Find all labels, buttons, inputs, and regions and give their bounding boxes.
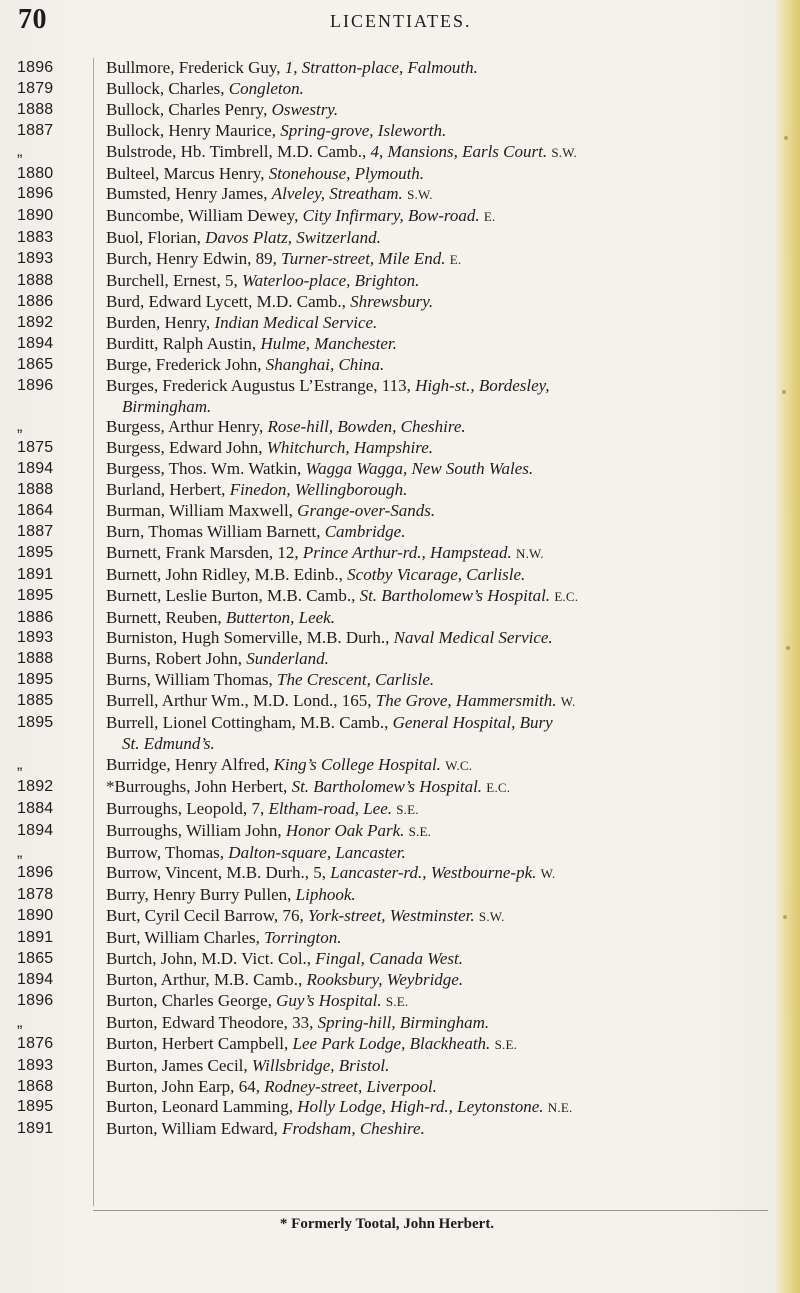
entry-district: N.E.: [547, 1100, 573, 1116]
entry-place: Eltham-road, Lee.: [268, 798, 392, 818]
entry-name: Burton, Leonard Lamming,: [106, 1097, 298, 1117]
page-edge: [774, 0, 800, 1293]
entry-text: [106, 928, 341, 947]
entry-place: Holly Lodge, High-rd., Leytonstone.: [297, 1097, 544, 1117]
entry-place: 1, Stratton-place, Falmouth.: [284, 58, 478, 77]
entry-year: 1891: [17, 1120, 54, 1138]
list-item: [0, 991, 774, 1013]
entry-text: [106, 713, 553, 732]
entry-name: Burgess, Thos. Wm. Watkin,: [106, 459, 306, 479]
entry-name: Burniston, Hugh Somerville,: [106, 628, 307, 648]
entry-degree: 7,: [251, 798, 269, 818]
entry-place: General Hospital, Bury: [392, 713, 553, 733]
entry-text: [106, 949, 463, 968]
entry-text: [106, 271, 419, 290]
entry-text: [106, 100, 338, 119]
entry-text: [106, 480, 407, 499]
entry-text: [106, 522, 405, 541]
entry-degree: 33,: [292, 1012, 318, 1032]
entry-degree: M.D. Camb.,: [276, 141, 371, 161]
entry-continuation: Birmingham.: [122, 396, 212, 416]
entry-place: St. Bartholomew’s Hospital.: [359, 585, 551, 605]
entry-name: Buncombe, William Dewey,: [106, 206, 303, 226]
entry-name: Burnett, Reuben,: [106, 607, 226, 627]
list-item: [0, 970, 774, 991]
list-item: [0, 522, 774, 543]
entry-place: Stonehouse, Plymouth.: [268, 163, 425, 183]
entry-place: Dalton-square, Lancaster.: [228, 842, 406, 862]
entry-year: 1878: [17, 886, 54, 904]
entry-place: Hulme, Manchester.: [260, 333, 397, 353]
entry-name: Burgess, Arthur Henry,: [106, 417, 268, 437]
entry-district: W.C.: [445, 757, 473, 773]
entry-degree: 76,: [282, 906, 308, 926]
entry-name: Bulteel, Marcus Henry,: [106, 163, 269, 183]
entry-place: King’s College Hospital.: [273, 754, 441, 774]
entry-name: Bulstrode, Hb. Timbrell,: [106, 141, 277, 161]
entry-degree: 5,: [224, 271, 242, 291]
entry-place: Sunderland.: [246, 649, 329, 669]
entry-text: [106, 501, 435, 520]
entry-text: [106, 417, 466, 436]
entry-text: [106, 970, 463, 989]
footnote: * Formerly Tootal, John Herbert.: [279, 1216, 495, 1232]
entry-place: Lancaster-rd., Westbourne-pk.: [330, 863, 537, 883]
entry-district: N.W.: [515, 545, 544, 561]
entry-degree: 113,: [381, 375, 416, 395]
entry-place: York-street, Westminster.: [307, 906, 475, 926]
entry-name: Burrell, Arthur Wm.,: [106, 691, 253, 711]
entry-district: S.W.: [551, 144, 577, 160]
entry-list: [0, 58, 774, 1140]
list-item: [0, 670, 774, 691]
entry-year: 1895: [17, 671, 54, 689]
entry-place: Rose-hill, Bowden, Cheshire.: [267, 417, 466, 437]
entry-place: Whitchurch, Hampshire.: [266, 438, 434, 458]
list-item: [0, 906, 774, 928]
entry-place: City Infirmary, Bow-road.: [302, 206, 480, 226]
page-number: 70: [18, 4, 47, 35]
entry-district: S.E.: [396, 801, 419, 817]
entry-place: Finedon, Wellingborough.: [229, 480, 408, 500]
entry-year: 1888: [17, 481, 54, 499]
list-item: [0, 58, 774, 79]
entry-year: 1879: [17, 79, 54, 97]
entry-name: *Burroughs, John Herbert,: [106, 776, 292, 796]
list-item: [0, 313, 774, 334]
entry-text: [106, 843, 406, 862]
entry-degree: M.B. Durh., 5,: [226, 863, 331, 883]
entry-name: Buol, Florian,: [106, 228, 206, 248]
entry-year: „: [17, 755, 23, 773]
list-item: [0, 142, 774, 164]
list-item: [0, 164, 774, 185]
list-item: [0, 1034, 774, 1056]
list-item: [0, 1013, 774, 1034]
entry-district: E.C.: [554, 588, 579, 604]
entry-name: Burridge, Henry Alfred,: [106, 754, 274, 774]
list-item: [0, 459, 774, 480]
list-item: [0, 1119, 774, 1140]
entry-text: [106, 376, 550, 395]
entry-text: [106, 565, 525, 584]
list-item: [0, 843, 774, 864]
entry-year: 1885: [17, 692, 54, 710]
entry-place: Butterton, Leek.: [225, 607, 335, 627]
entry-place: Honor Oak Park.: [285, 820, 405, 840]
entry-year: 1864: [17, 502, 54, 520]
entry-text: [106, 292, 433, 311]
entry-place: 4, Mansions, Earls Court.: [370, 141, 548, 161]
entry-text: [106, 1034, 517, 1053]
entry-text: [106, 906, 505, 925]
list-item: [0, 376, 774, 397]
list-item: [0, 691, 774, 713]
list-item: [0, 949, 774, 970]
list-item: [0, 334, 774, 355]
entry-district: E.: [483, 209, 496, 225]
entry-district: E.C.: [486, 779, 511, 795]
entry-place: The Grove, Hammersmith.: [375, 691, 557, 711]
entry-year: 1865: [17, 355, 54, 373]
entry-year: 1893: [17, 1056, 54, 1074]
entry-place: Oswestry.: [271, 99, 339, 119]
entry-text: [106, 885, 356, 904]
entry-place: Wagga Wagga, New South Wales.: [305, 459, 534, 479]
list-item: [0, 863, 774, 885]
entry-name: Bullock, Henry Maurice,: [106, 120, 281, 140]
entry-text: [106, 334, 397, 353]
entry-name: Burton, Arthur,: [106, 969, 214, 989]
list-item: [0, 928, 774, 949]
entry-year: 1894: [17, 821, 54, 839]
entry-district: W.: [540, 866, 556, 882]
entry-year: 1895: [17, 543, 54, 561]
entry-place: Willsbridge, Bristol.: [251, 1055, 390, 1075]
entry-name: Burrow, Thomas,: [106, 842, 229, 862]
list-item: [0, 438, 774, 459]
entry-name: Burman, William Maxwell,: [106, 501, 298, 521]
entry-text: [106, 777, 510, 796]
entry-text: [106, 755, 472, 774]
entry-text: [106, 142, 577, 161]
entry-year: „: [17, 142, 23, 160]
list-item: [0, 1077, 774, 1098]
footnote-rule: [93, 1210, 768, 1211]
entry-text: [106, 459, 533, 478]
list-item: [0, 885, 774, 906]
entry-text: [106, 1097, 572, 1116]
entry-name: Burton, Edward Theodore,: [106, 1012, 293, 1032]
list-item: [0, 121, 774, 142]
list-item: [0, 206, 774, 228]
list-item: [0, 713, 774, 734]
entry-name: Burnett, John Ridley,: [106, 564, 255, 584]
entry-place: Guy’s Hospital.: [276, 990, 382, 1010]
entry-text: [106, 79, 304, 98]
entry-year: 1896: [17, 864, 54, 882]
entry-degree: M.B. Camb.,: [300, 713, 393, 733]
list-item: [0, 608, 774, 629]
entry-text: [106, 164, 424, 183]
entry-district: E.: [449, 252, 462, 268]
entry-year: 1895: [17, 586, 54, 604]
list-item: [0, 79, 774, 100]
entry-degree: M.D. Lond., 165,: [253, 691, 376, 711]
entry-text: [106, 991, 408, 1010]
entry-degree: 12,: [277, 542, 303, 562]
entry-place: High-st., Bordesley,: [415, 375, 550, 395]
entry-place: Shrewsbury.: [350, 291, 434, 311]
entry-place: Spring-grove, Isleworth.: [280, 120, 447, 140]
entry-year: 1887: [17, 522, 54, 540]
entry-degree: M.B. Edinb.,: [254, 564, 348, 584]
entry-name: Burgess, Edward John,: [106, 438, 267, 458]
list-item: [0, 628, 774, 649]
entry-place: Scotby Vicarage, Carlisle.: [347, 564, 526, 584]
entry-year: 1886: [17, 608, 54, 626]
entry-text: [106, 184, 433, 203]
entry-district: S.E.: [385, 993, 409, 1009]
entry-name: Burt, Cyril Cecil Barrow,: [106, 906, 283, 926]
entry-name: Burges, Frederick Augustus L’Estrange,: [106, 375, 382, 395]
entry-year: 1891: [17, 929, 54, 947]
entry-year: 1888: [17, 100, 54, 118]
entry-text: [106, 438, 433, 457]
list-item: [0, 480, 774, 501]
entry-name: Burroughs, Leopold,: [106, 798, 252, 818]
entry-place: Turner-street, Mile End.: [281, 249, 446, 269]
entry-district: S.E.: [494, 1036, 518, 1052]
entry-text: [106, 628, 553, 647]
entry-name: Burton, John Earp,: [106, 1076, 239, 1096]
entry-name: Burton, James Cecil,: [106, 1055, 252, 1075]
entry-place: Indian Medical Service.: [214, 312, 378, 332]
entry-text: [106, 670, 434, 689]
entry-name: Bullmore, Frederick Guy,: [106, 58, 285, 77]
list-item: [0, 417, 774, 438]
list-item: [0, 355, 774, 376]
entry-year: „: [17, 1013, 23, 1031]
entry-year: 1876: [17, 1034, 54, 1052]
entry-place: Prince Arthur-rd., Hampstead.: [302, 542, 512, 562]
entry-name: Burt, William Charles,: [106, 928, 265, 948]
edge-mark: [784, 136, 788, 140]
entry-place: Torrington.: [264, 928, 342, 948]
entry-continuation: St. Edmund’s.: [122, 734, 215, 753]
entry-year: 1894: [17, 460, 54, 478]
list-item: [0, 799, 774, 821]
entry-place: Frodsham, Cheshire.: [282, 1119, 425, 1139]
entry-text: [106, 121, 446, 140]
entry-name: Burch, Henry Edwin,: [106, 249, 256, 269]
entry-degree: 64,: [238, 1076, 265, 1096]
list-item: [0, 184, 774, 206]
edge-mark: [782, 390, 786, 394]
entry-place: St. Bartholomew’s Hospital.: [291, 776, 483, 796]
entry-degree: M.D. Camb.,: [256, 291, 351, 311]
entry-name: Burn, Thomas William Barnett,: [106, 521, 325, 541]
entry-name: Burnett, Leslie Burton,: [106, 585, 268, 605]
entry-year: 1892: [17, 777, 54, 795]
list-item: [0, 821, 774, 843]
entry-year: 1895: [17, 1098, 54, 1116]
entry-text: [106, 649, 329, 668]
entry-degree: 89,: [255, 249, 282, 269]
entry-year: 1875: [17, 439, 54, 457]
list-item: [0, 755, 774, 777]
entry-year: 1890: [17, 207, 54, 225]
entry-text: [106, 691, 575, 710]
running-head: LICENTIATES.: [330, 11, 472, 31]
entry-name: Burton, William Edward,: [106, 1119, 283, 1139]
entry-text: [106, 313, 377, 332]
entry-year: 1865: [17, 950, 54, 968]
entry-text: [106, 799, 419, 818]
entry-year: 1883: [17, 229, 54, 247]
entry-year: 1894: [17, 334, 54, 352]
entry-text: [106, 586, 578, 605]
entry-name: Burrell, Lionel Cottingham,: [106, 713, 301, 733]
list-item: [0, 228, 774, 249]
entry-name: Bumsted, Henry James,: [106, 184, 272, 204]
list-item: [0, 501, 774, 522]
entry-name: Burchell, Ernest,: [106, 271, 225, 291]
entry-year: 1884: [17, 799, 54, 817]
entry-name: Burden, Henry,: [106, 312, 215, 332]
entry-place: Grange-over-Sands.: [297, 501, 436, 521]
entry-name: Burton, Charles George,: [106, 990, 277, 1010]
entry-place: Naval Medical Service.: [393, 628, 553, 648]
entry-year: 1894: [17, 970, 54, 988]
entry-place: Rooksbury, Weybridge.: [306, 969, 464, 989]
entry-year: „: [17, 843, 23, 861]
entry-name: Burns, Robert John,: [106, 649, 247, 669]
list-item: [0, 249, 774, 271]
entry-name: Burtch, John,: [106, 949, 202, 969]
list-item: [0, 292, 774, 313]
entry-year: 1886: [17, 292, 54, 310]
entry-name: Burton, Herbert Campbell,: [106, 1033, 293, 1053]
entry-place: Alveley, Streatham.: [271, 184, 403, 204]
entry-text: [106, 228, 381, 247]
entry-year: 1893: [17, 250, 54, 268]
entry-text: [106, 355, 384, 374]
entry-place: Waterloo-place, Brighton.: [241, 271, 420, 291]
entry-place: Lee Park Lodge, Blackheath.: [292, 1033, 491, 1053]
list-item: [0, 649, 774, 670]
entry-name: Burry, Henry Burry Pullen,: [106, 885, 296, 905]
entry-year: „: [17, 418, 23, 436]
list-item: [0, 1056, 774, 1077]
entry-text: [106, 1119, 425, 1138]
entry-text: [106, 821, 431, 840]
entry-place: Fingal, Canada West.: [315, 949, 463, 969]
entry-place: Shanghai, China.: [265, 354, 385, 374]
entry-name: Burland, Herbert,: [106, 480, 230, 500]
entry-year: 1891: [17, 565, 54, 583]
entry-district: S.W.: [407, 187, 433, 203]
entry-year: 1888: [17, 650, 54, 668]
entry-district: S.E.: [408, 823, 432, 839]
entry-name: Bullock, Charles Penry,: [106, 99, 272, 119]
entry-place: Spring-hill, Birmingham.: [317, 1012, 490, 1032]
entry-year: 1896: [17, 991, 54, 1009]
entry-year: 1887: [17, 121, 54, 139]
entry-place: Davos Platz, Switzerland.: [205, 228, 381, 248]
edge-mark: [786, 646, 790, 650]
page-header: [0, 0, 774, 42]
entry-place: Rodney-street, Liverpool.: [264, 1076, 437, 1096]
entry-name: Burd, Edward Lycett,: [106, 291, 257, 311]
entry-district: W.: [560, 694, 576, 710]
entry-year: 1890: [17, 907, 54, 925]
entry-text: [106, 1013, 489, 1032]
entry-text: [106, 863, 555, 882]
entry-text: [106, 58, 478, 77]
list-item: [0, 100, 774, 121]
entry-text: [106, 1077, 437, 1096]
entry-year: 1892: [17, 313, 54, 331]
entry-year: 1880: [17, 164, 54, 182]
entry-name: Burditt, Ralph Austin,: [106, 333, 261, 353]
list-item: [0, 271, 774, 292]
entry-name: Bullock, Charles,: [106, 78, 229, 98]
entry-year: 1896: [17, 376, 54, 394]
entry-year: 1893: [17, 629, 54, 647]
entry-degree: M.B. Durh.,: [306, 628, 394, 648]
entry-place: Congleton.: [228, 78, 304, 98]
entry-text: [106, 608, 335, 627]
entry-district: S.W.: [478, 909, 505, 925]
entry-text: [106, 206, 495, 225]
entry-degree: M.B. Camb.,: [213, 969, 307, 989]
list-item: [0, 1097, 774, 1119]
entry-name: Burnett, Frank Marsden,: [106, 542, 278, 562]
entry-degree: M.D. Vict. Col.,: [201, 949, 316, 969]
entry-place: Cambridge.: [324, 521, 406, 541]
list-item: [0, 543, 774, 565]
list-item: [0, 565, 774, 586]
entry-degree: M.B. Camb.,: [267, 585, 360, 605]
entry-year: 1888: [17, 272, 54, 290]
list-item: [0, 586, 774, 608]
entry-name: Burge, Frederick John,: [106, 354, 266, 374]
edge-mark: [783, 915, 787, 919]
entry-year: 1895: [17, 714, 54, 732]
entry-name: Burroughs, William John,: [106, 820, 286, 840]
entry-name: Burrow, Vincent,: [106, 863, 227, 883]
entry-year: 1896: [17, 59, 54, 76]
entry-place: Liphook.: [295, 885, 356, 905]
entry-year: 1896: [17, 185, 54, 203]
entry-year: 1868: [17, 1077, 54, 1095]
entry-name: Burns, William Thomas,: [106, 670, 278, 690]
entry-place: The Crescent, Carlisle.: [277, 670, 435, 690]
list-item: [0, 777, 774, 799]
entry-text: [106, 543, 544, 562]
entry-text: [106, 1056, 389, 1075]
entry-text: [106, 249, 461, 268]
